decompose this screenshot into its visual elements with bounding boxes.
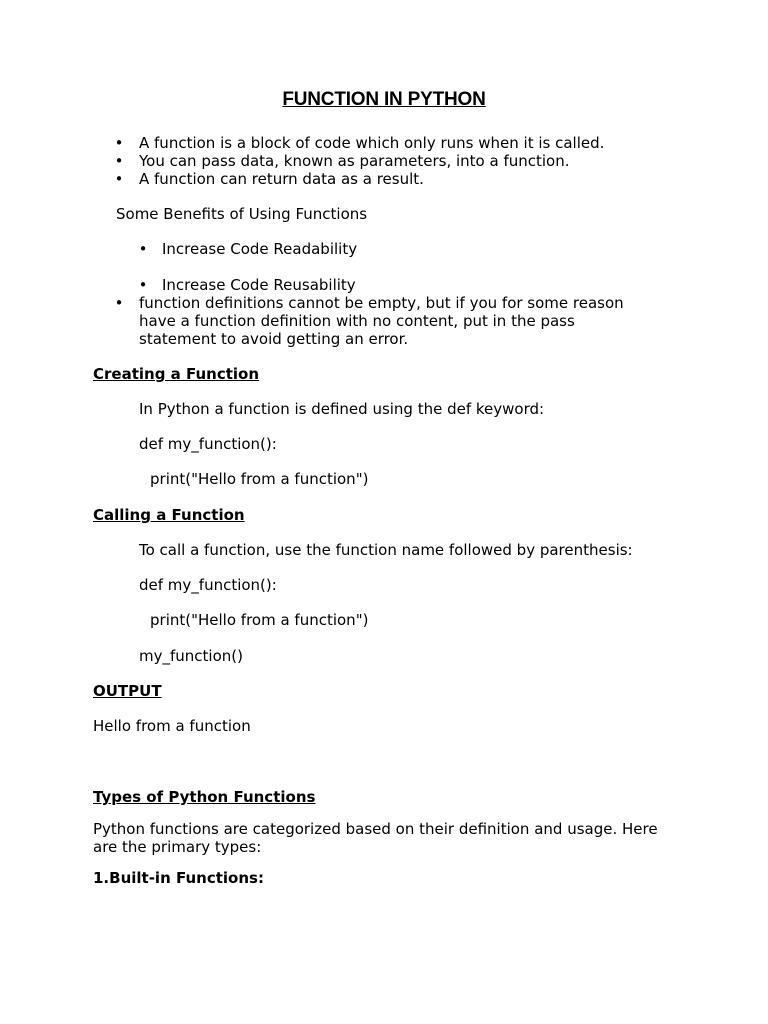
calling-code-def: def my_function():: [139, 576, 277, 594]
output-text: Hello from a function: [93, 717, 251, 735]
creating-code-print: print("Hello from a function"): [150, 470, 369, 488]
types-heading: Types of Python Functions: [93, 788, 316, 806]
pass-note-line-2: have a function definition with no content, put in the pass: [139, 312, 575, 330]
creating-function-heading: Creating a Function: [93, 365, 260, 383]
creating-function-text: In Python a function is defined using the def keyword:: [139, 400, 545, 418]
document-title: FUNCTION IN PYTHON: [282, 89, 486, 110]
benefit-item-1: Increase Code Readability: [162, 240, 358, 258]
calling-code-print: print("Hello from a function"): [150, 611, 369, 629]
pass-note-line-1: function definitions cannot be empty, but if you for some reason: [139, 294, 624, 312]
intro-bullet-2: You can pass data, known as parameters, into a function.: [139, 152, 570, 170]
intro-bullet-1: A function is a block of code which only runs when it is called.: [139, 134, 605, 152]
bullet-icon: •: [138, 240, 148, 258]
benefit-item-2: Increase Code Reusability: [162, 276, 356, 294]
intro-bullet-3: A function can return data as a result.: [139, 170, 424, 188]
types-desc-line-1: Python functions are categorized based on their definition and usage. Here: [93, 820, 658, 838]
bullet-icon: •: [114, 152, 124, 170]
output-heading: OUTPUT: [93, 682, 162, 700]
calling-code-call: my_function(): [139, 647, 243, 665]
pass-note-line-3: statement to avoid getting an error.: [139, 330, 409, 348]
creating-code-def: def my_function():: [139, 435, 277, 453]
types-desc-line-2: are the primary types:: [93, 838, 262, 856]
benefits-label: Some Benefits of Using Functions: [116, 205, 368, 223]
bullet-icon: •: [138, 276, 148, 294]
bullet-icon: •: [114, 170, 124, 188]
bullet-icon: •: [114, 134, 124, 152]
calling-function-text: To call a function, use the function name followed by parenthesis:: [139, 541, 633, 559]
built-in-functions-heading: 1.Built-in Functions:: [93, 869, 264, 887]
calling-function-heading: Calling a Function: [93, 506, 245, 524]
bullet-icon: •: [114, 294, 124, 312]
